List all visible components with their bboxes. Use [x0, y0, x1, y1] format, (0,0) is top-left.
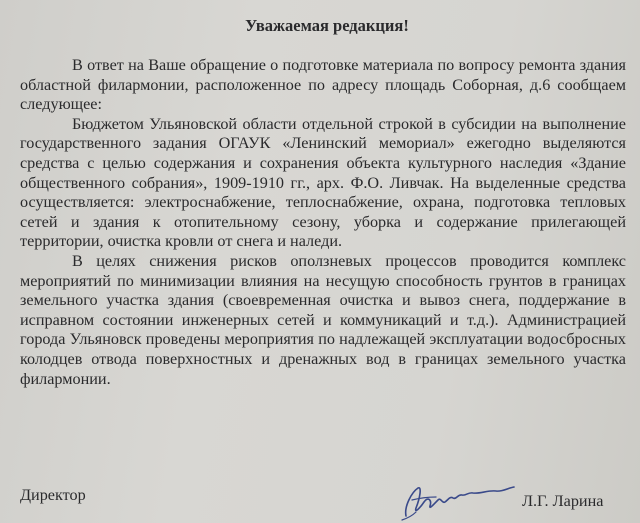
- signer-position: Директор: [20, 486, 86, 504]
- handwritten-signature-icon: [398, 478, 518, 523]
- letter-body: [20, 56, 626, 389]
- paragraph-budget: Бюджетом Ульяновской области отдельной строкой в субсидии на выполнение государственного задания ОГАУК «Ленинский мемориал» ежегодно выделяются средства с целью содержания и сохранения объекта культурного наследия «Здание общественного собрания», 1909-1910 гг., арх. Ф.О. Ливчак. На выделенные средства осуществляется: электроснабжение, теплоснабжение, охрана, подготовка тепловых сетей и здания к отопительному сезону, уборка и содержание прилегающей территории, очистка кровли от снега и наледи.: [20, 114, 626, 251]
- signer-name: Л.Г. Ларина: [522, 492, 604, 510]
- letter-salutation: Уважаемая редакция!: [245, 16, 409, 35]
- paragraph-intro: В ответ на Ваше обращение о подготовке материала по вопросу ремонта здания областной филармонии, расположенное по адресу площадь Соборная, д.6 сообщаем следующее:: [20, 56, 626, 114]
- paragraph-landslide: В целях снижения рисков оползневых процессов проводится комплекс мероприятий по минимизации влияния на несущую способность грунтов в границах земельного участка здания (своевременная очистка и вывоз снега, поддержание в исправном состоянии инженерных сетей и коммуникаций и т.д.). Администрацией города Ульяновск проведены мероприятия по надлежащей эксплуатации водосбросных колодцев отвода поверхностных и дренажных вод в границах земельного участка филармонии.: [20, 251, 626, 388]
- letter-footer: [0, 478, 640, 523]
